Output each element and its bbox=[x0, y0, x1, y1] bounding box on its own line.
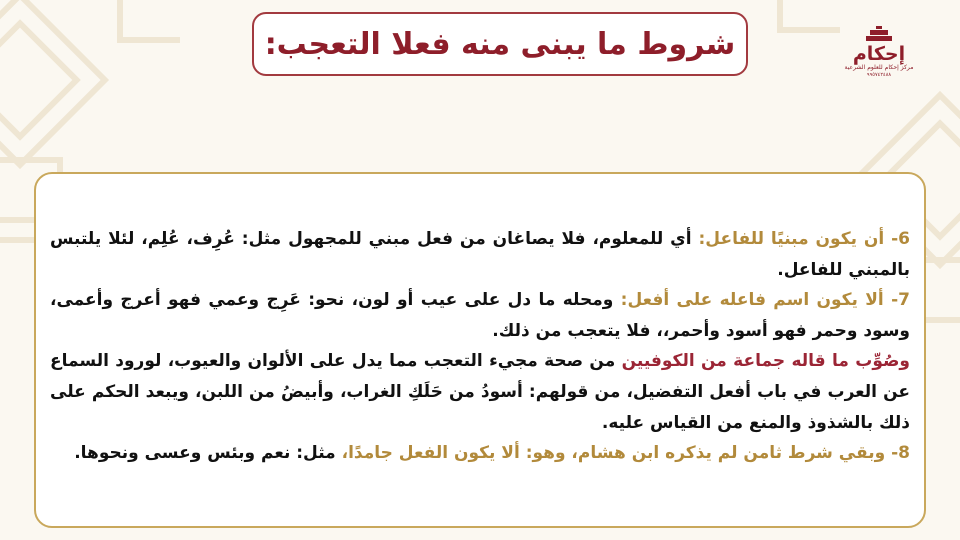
title-box bbox=[252, 12, 748, 76]
condition-8 bbox=[50, 438, 910, 469]
condition-text: مثل: نعم وبئس وعسى ونحوها. bbox=[74, 443, 342, 464]
note-text: من صحة مجيء التعجب مما يدل على الألوان والعيوب، لورود السماع عن العرب في باب أفعل التفضيل، من قولهم: أسودُ من حَلَكِ الغراب، وأبيضُ من اللبن، ويبعد الحكم على ذلك بالشذوذ والمنع من القياس عليه. bbox=[50, 351, 910, 433]
kufi-note bbox=[50, 346, 910, 438]
condition-label: 7- ألا يكون اسم فاعله على أفعل: bbox=[620, 290, 910, 311]
logo bbox=[844, 26, 914, 96]
logo-emblem-icon bbox=[864, 26, 894, 42]
content-box bbox=[34, 172, 926, 528]
condition-text: أي للمعلوم، فلا يصاغان من فعل مبني للمجهول مثل: عُرِف، عُلِم، لئلا يلتبس بالمبني للفاعل. bbox=[50, 229, 910, 280]
condition-7 bbox=[50, 285, 910, 346]
condition-label: 6- أن يكون مبنيًا للفاعل: bbox=[698, 229, 910, 249]
logo-subtitle: مركز إحكام للعلوم الشرعية bbox=[844, 64, 914, 71]
content-text bbox=[50, 224, 910, 469]
page-title: شروط ما يبنى منه فعلا التعجب: bbox=[264, 26, 736, 62]
condition-text: ومحله ما دل على عيب أو لون، نحو: عَرِج وعمي فهو أعرج وأعمى، وسود وحمر فهو أسود وأحمر،، فلا يتعجب من ذلك. bbox=[50, 290, 910, 341]
condition-label: 8- وبقي شرط ثامن لم يذكره ابن هشام، وهو: ألا يكون الفعل جامدًا، bbox=[341, 443, 910, 464]
logo-name: إحكام bbox=[852, 43, 906, 65]
logo-phone: ٩٩٥٧٤٢٤٨٨ bbox=[866, 72, 892, 78]
note-label: وصُوِّب ما قاله جماعة من الكوفيين bbox=[621, 351, 910, 372]
condition-6 bbox=[50, 224, 910, 285]
